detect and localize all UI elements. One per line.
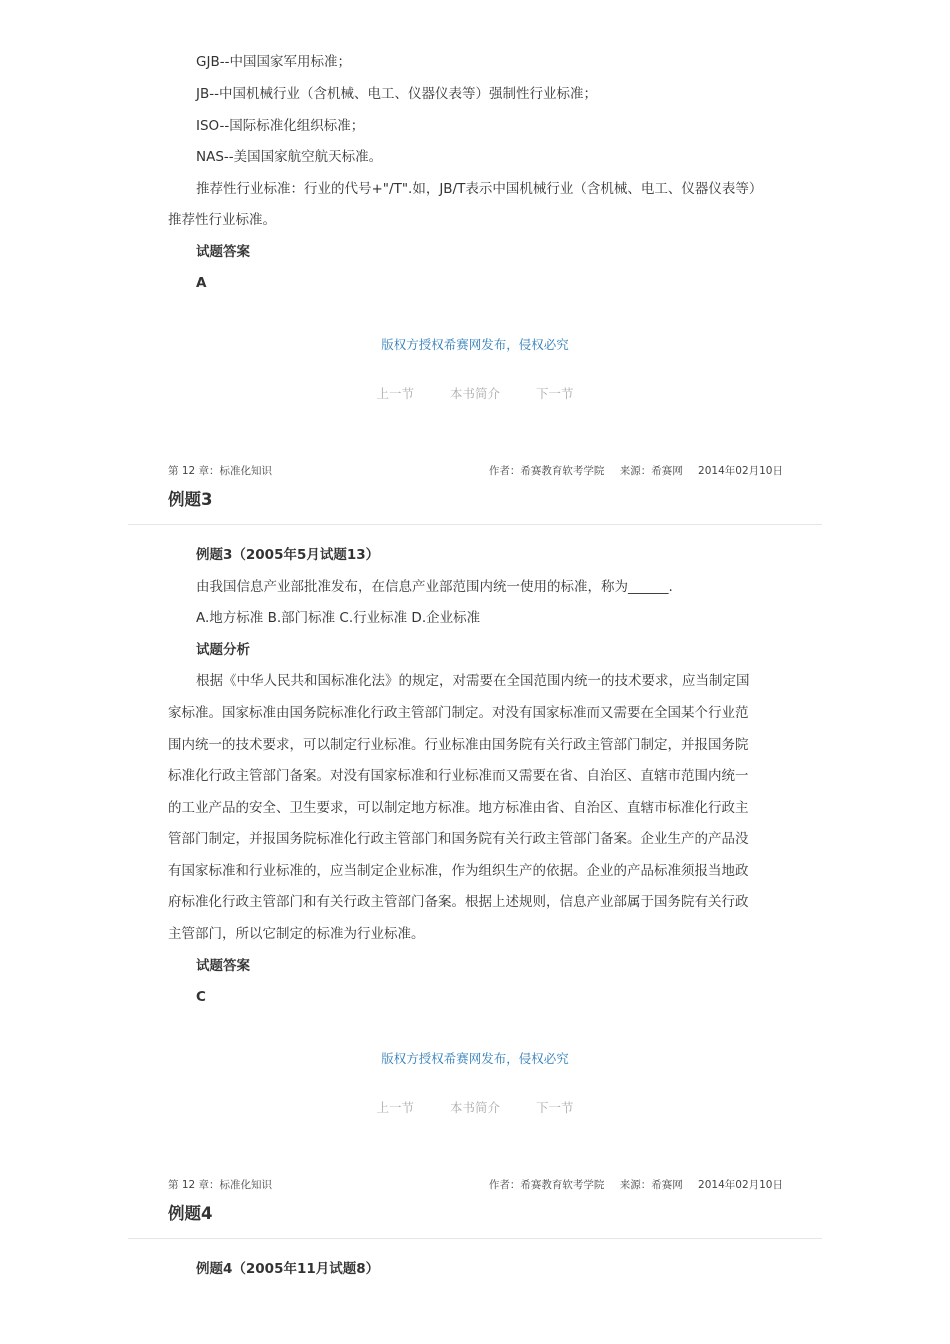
question-options: A.地方标准 B.部门标准 C.行业标准 D.企业标准: [196, 610, 481, 626]
page-title: 例题3: [168, 490, 213, 509]
analysis-line: 有国家标准和行业标准的，应当制定企业标准，作为组织生产的依据。企业的产品标准须报当地政: [168, 863, 749, 879]
analysis-line: 家标准。国家标准由国务院标准化行政主管部门制定。对没有国家标准而又需要在全国某个行业范: [168, 705, 749, 721]
book-intro-link[interactable]: 本书简介: [449, 1100, 500, 1115]
article-meta: [477, 463, 783, 478]
analysis-line: 管部门制定，并报国务院标准化行政主管部门和国务院有关行政主管部门备案。企业生产的产品没: [168, 831, 749, 847]
analysis-line: 府标准化行政主管部门和有关行政主管部门备案。根据上述规则，信息产业部属于国务院有关行政: [168, 894, 749, 910]
chapter-label: 第 12 章：标准化知识: [168, 465, 273, 477]
prev-section-link[interactable]: 上一节: [376, 1100, 414, 1115]
author-label: 作者：希赛教育软考学院: [488, 1179, 605, 1191]
answer-value: A: [196, 275, 207, 291]
source-label: 来源：希赛网: [619, 465, 683, 477]
copyright-notice: 版权方授权希赛网发布，侵权必究: [381, 337, 569, 352]
analysis-line: 的工业产品的安全、卫生要求，可以制定地方标准。地方标准由省、自治区、直辖市标准化行政主: [168, 800, 749, 816]
analysis-heading: 试题分析: [196, 642, 250, 658]
question-text: 由我国信息产业部批准发布，在信息产业部范围内统一使用的标准，称为______.: [196, 579, 673, 595]
standard-line-nas: NAS--美国国家航空航天标准。: [196, 149, 383, 165]
book-intro-link[interactable]: 本书简介: [449, 386, 500, 401]
analysis-line: 标准化行政主管部门备案。对没有国家标准和行业标准而又需要在省、自治区、直辖市范围内统一: [168, 768, 749, 784]
analysis-line: 根据《中华人民共和国标准化法》的规定，对需要在全国范围内统一的技术要求，应当制定国: [196, 673, 750, 689]
chapter-label: 第 12 章：标准化知识: [168, 1179, 273, 1191]
date-label: 2014年02月10日: [698, 1179, 783, 1191]
standard-line-iso: ISO--国际标准化组织标准；: [196, 118, 365, 134]
prev-section-link[interactable]: 上一节: [376, 386, 414, 401]
copyright-notice: 版权方授权希赛网发布，侵权必究: [381, 1051, 569, 1066]
answer-heading: 试题答案: [196, 244, 250, 260]
section-navigation: [0, 1098, 950, 1116]
recommended-standard-continuation: 推荐性行业标准。: [168, 212, 276, 228]
author-label: 作者：希赛教育软考学院: [488, 465, 605, 477]
title-divider: [128, 1238, 822, 1239]
next-section-link[interactable]: 下一节: [535, 1100, 574, 1115]
title-divider: [128, 524, 822, 525]
standard-line-gjb: GJB--中国国家军用标准；: [196, 54, 351, 70]
date-label: 2014年02月10日: [698, 465, 783, 477]
standard-line-jb: JB--中国机械行业（含机械、电工、仪器仪表等）强制性行业标准；: [196, 86, 597, 102]
next-section-link[interactable]: 下一节: [535, 386, 574, 401]
analysis-line: 围内统一的技术要求，可以制定行业标准。行业标准由国务院有关行政主管部门制定，并报国务院: [168, 737, 749, 753]
section-navigation: [0, 384, 950, 402]
answer-value: C: [196, 989, 206, 1005]
article-meta: [477, 1177, 783, 1192]
question-heading: 例题4（2005年11月试题8）: [196, 1261, 380, 1277]
page-title: 例题4: [168, 1204, 213, 1223]
question-heading: 例题3（2005年5月试题13）: [196, 547, 380, 563]
answer-heading: 试题答案: [196, 958, 250, 974]
analysis-line: 主管部门，所以它制定的标准为行业标准。: [168, 926, 425, 942]
source-label: 来源：希赛网: [619, 1179, 683, 1191]
recommended-standard-line: 推荐性行业标准：行业的代号+"/T".如，JB/T表示中国机械行业（含机械、电工、仪器仪表等）: [196, 181, 763, 197]
